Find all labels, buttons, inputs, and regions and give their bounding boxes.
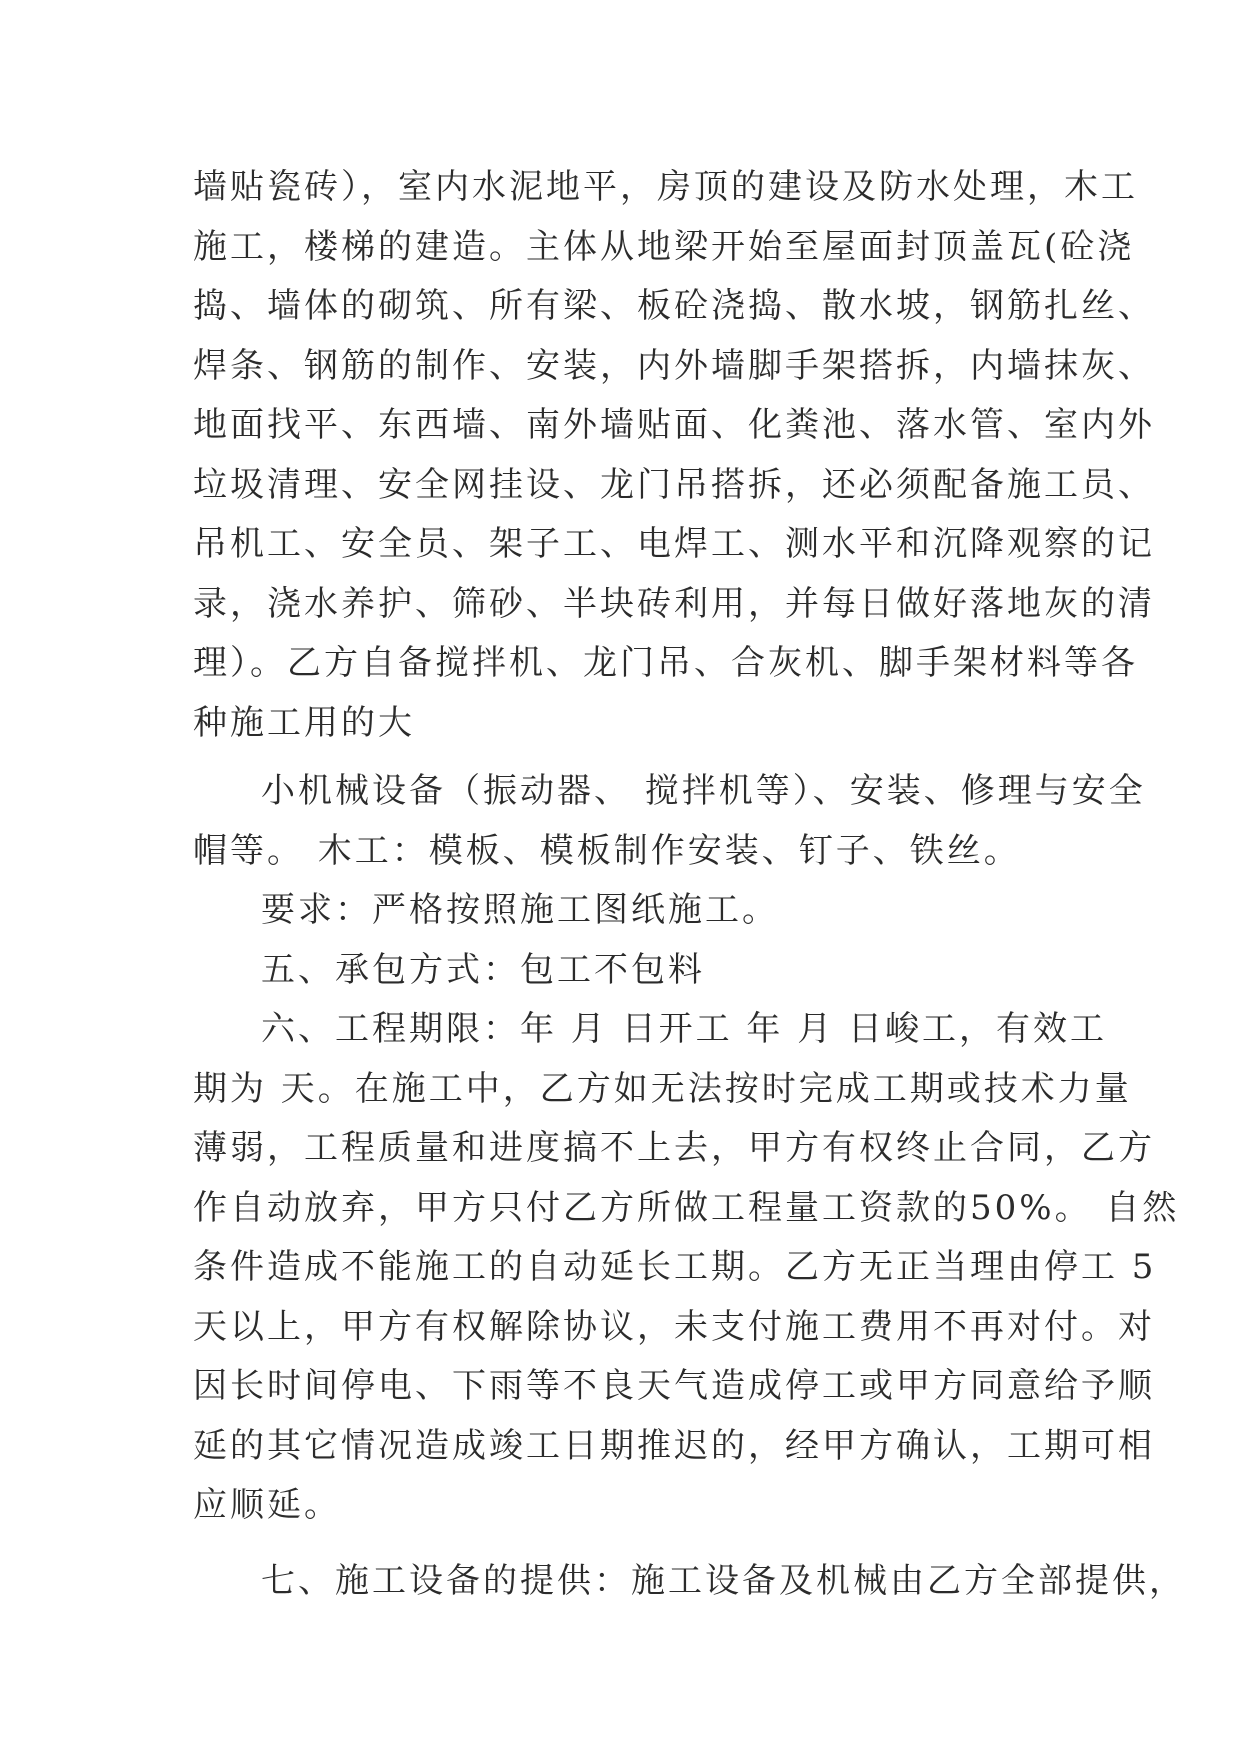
section-heading-contract-method: 五、承包方式：包工不包料 <box>261 949 705 990</box>
paragraph-line: 条件造成不能施工的自动延长工期。乙方无正当理由停工 5 <box>193 1247 1157 1287</box>
section-heading-equipment: 七、施工设备的提供：施工设备及机械由乙方全部提供， <box>261 1560 1186 1601</box>
paragraph-line: 录，浇水养护、筛砂、半块砖利用，并每日做好落地灰的清 <box>193 583 1155 624</box>
requirement-line: 要求：严格按照施工图纸施工。 <box>261 890 779 930</box>
paragraph-line: 吊机工、安全员、架子工、电焊工、测水平和沉降观察的记 <box>193 524 1155 564</box>
paragraph-line: 地面找平、东西墙、南外墙贴面、化粪池、落水管、室内外 <box>193 405 1155 445</box>
paragraph-line: 墙贴瓷砖），室内水泥地平，房顶的建设及防水处理，木工 <box>193 167 1138 207</box>
paragraph-line: 天以上，甲方有权解除协议，未支付施工费用不再对付。对 <box>193 1306 1155 1347</box>
paragraph-line: 种施工用的大 <box>193 702 415 743</box>
paragraph-line: 期为 天。在施工中，乙方如无法按时完成工期或技术力量 <box>193 1068 1132 1109</box>
paragraph-line: 焊条、钢筋的制作、安装，内外墙脚手架搭拆，内墙抹灰、 <box>193 345 1155 386</box>
paragraph-line: 因长时间停电、下雨等不良天气造成停工或甲方同意给予顺 <box>193 1366 1155 1406</box>
paragraph-line: 理）。乙方自备搅拌机、龙门吊、合灰机、脚手架材料等各 <box>193 643 1138 683</box>
paragraph-line: 施工，楼梯的建造。主体从地梁开始至屋面封顶盖瓦(砼浇 <box>193 226 1135 267</box>
paragraph-line: 作自动放弃，甲方只付乙方所做工程量工资款的50%。 自然 <box>193 1187 1180 1228</box>
section-heading-term: 六、工程期限：年 月 日开工 年 月 日峻工，有效工 <box>261 1009 1108 1049</box>
document-body <box>193 158 1186 1611</box>
paragraph-line: 捣、墙体的砌筑、所有梁、板砼浇捣、散水坡，钢筋扎丝、 <box>193 286 1155 326</box>
paragraph-line: 小机械设备（振动器、 搅拌机等）、安装、修理与安全 <box>261 771 1146 811</box>
paragraph-line: 垃圾清理、安全网挂设、龙门吊搭拆，还必须配备施工员、 <box>193 464 1155 505</box>
paragraph-line: 应顺延。 <box>193 1485 341 1525</box>
paragraph-line: 延的其它情况造成竣工日期推迟的，经甲方确认，工期可相 <box>193 1425 1155 1466</box>
paragraph-line: 薄弱，工程质量和进度搞不上去，甲方有权终止合同，乙方 <box>193 1128 1155 1168</box>
paragraph-line: 帽等。 木工：模板、模板制作安装、钉子、铁丝。 <box>193 830 1021 871</box>
